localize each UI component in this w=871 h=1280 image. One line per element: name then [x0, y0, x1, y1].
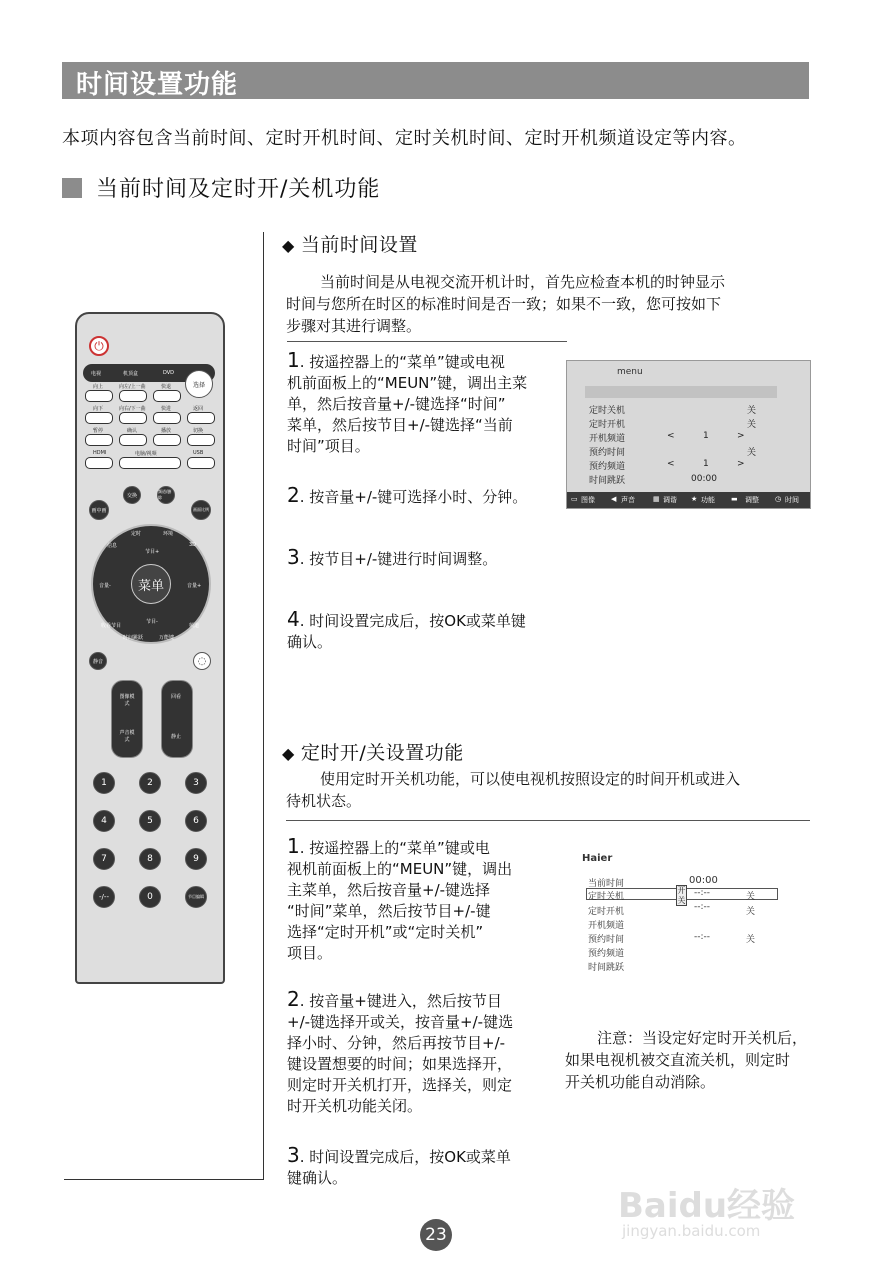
- menu-value: --:--: [694, 902, 711, 912]
- menu-row: 预约时间: [589, 448, 626, 458]
- digit-button: 2: [139, 772, 161, 794]
- digit-button: 7: [93, 848, 115, 870]
- timer-step-1: 1. 按遥控器上的“菜单”键或电 视机前面板上的“MEUN”键，调出 主菜单，然后按音量+/-键选择 “时间”菜单，然后按节目+/-键 选择“定时开机”或“定时关机” 项目。: [287, 834, 513, 962]
- chevron-left-icon: <: [667, 459, 675, 469]
- up-button: [85, 390, 113, 402]
- speaker-icon: ◀: [611, 495, 617, 503]
- pause-button: [85, 434, 113, 446]
- digit-button: 5: [139, 810, 161, 832]
- switch-button: [187, 434, 215, 446]
- digit-button: 8: [139, 848, 161, 870]
- menu-row: 时间跳跃: [588, 963, 625, 973]
- on-off-option: 开 关: [677, 886, 686, 905]
- menu-row: 预约频道: [588, 949, 625, 959]
- timer-paragraph: 使用定时开关机功能，可以使电视机按照设定的时间开机或进入 待机状态。: [286, 770, 741, 810]
- divider-line: [287, 341, 567, 342]
- rewind-button: [153, 390, 181, 402]
- pip-button: 画中画: [89, 500, 109, 520]
- subsection-timer-title: ◆ 定时开/关设置功能: [282, 742, 464, 764]
- menu-value: 关: [746, 892, 756, 902]
- hdmi-button: [85, 457, 113, 469]
- menu-highlight-bar: [585, 386, 777, 398]
- power-icon: ⏻: [89, 336, 109, 356]
- right-next-button: [119, 412, 147, 424]
- digit-button: 4: [93, 810, 115, 832]
- menu-row: 时间跳跃: [589, 476, 626, 486]
- tv-time-menu: [566, 360, 811, 509]
- menu-value: --:--: [694, 932, 711, 942]
- ok-button: [119, 434, 147, 446]
- pc-video-button: [119, 457, 181, 469]
- menu-value: --:--: [694, 888, 711, 898]
- remote-control: ⏻ 电视 机顶盒 DVD 选择 向上 向左/上一曲 快退 向下 向右/下一曲 快进 返回 暂停 确认 播放 切换 HDMI 电脑/视频 USB 交换 频道/删除 画中画 画面比例 信息 定时 环境 3D 节目+ 节目- 音量- 音量+ 收看节目 时间跳跃 万能键 频道 菜单 静音 ◌ 图像模式 声音模式 回看 静止 1 2 3 4 5 6 7 8 9 -/-- 0 节目编辑: [75, 312, 225, 984]
- brand-logo: Haier: [582, 853, 613, 864]
- digit-button: 6: [185, 810, 207, 832]
- digit-button: 0: [139, 886, 161, 908]
- clock-icon: ◷: [775, 495, 782, 503]
- baidu-watermark-url: jingyan.baidu.com: [622, 1222, 761, 1240]
- mode-bar: 电视 机顶盒 DVD: [83, 364, 215, 382]
- menu-footer: ▭ 图像 ◀ 声音 ▦ 调谐 ★ 功能 ▬ 调整 ◷ 时间: [567, 492, 810, 508]
- timer-step-2: 2. 按音量+键进入，然后按节目 +/-键选择开或关，按音量+/-键选 择小时、分钟，然后再按节目+/- 键设置想要的时间；如果选择开， 则定时开关机打开，选择关，则定 时开关机功能关闭。: [287, 987, 514, 1115]
- page-title: 时间设置功能: [76, 70, 239, 100]
- tv-timer-menu: [586, 874, 786, 974]
- play-button: [153, 434, 181, 446]
- mode-rocker: 图像模式 声音模式: [111, 680, 143, 758]
- menu-value: 关: [746, 935, 756, 945]
- adjust-icon: ▬: [731, 495, 738, 503]
- page-title-bar: [62, 62, 809, 99]
- step-4: 4. 时间设置完成后，按OK或菜单键 确认。: [287, 607, 526, 651]
- swap-button: 交换: [123, 486, 141, 504]
- diamond-icon: ◆: [282, 744, 295, 763]
- mute-button: 静音: [89, 652, 107, 670]
- menu-value: 关: [746, 907, 756, 917]
- section-marker: [62, 178, 82, 198]
- digit-button: 3: [185, 772, 207, 794]
- menu-row: 预约时间: [588, 935, 625, 945]
- digit-button: 1: [93, 772, 115, 794]
- menu-value: 1: [703, 431, 709, 441]
- step-2: 2. 按音量+/-键可选择小时、分钟。: [287, 483, 528, 507]
- digit-button: 9: [185, 848, 207, 870]
- replay-rocker: 回看 静止: [161, 680, 193, 758]
- menu-row: 定时关机: [589, 406, 626, 416]
- down-button: [85, 412, 113, 424]
- menu-value: 1: [703, 459, 709, 469]
- menu-value: 关: [747, 406, 757, 416]
- menu-row: 定时开机: [589, 420, 626, 430]
- page-number: 23: [420, 1219, 452, 1251]
- step-3: 3. 按节目+/-键进行时间调整。: [287, 545, 498, 569]
- section-title: 当前时间及定时开/关机功能: [96, 177, 381, 202]
- menu-row: 定时开机: [588, 907, 625, 917]
- timer-step-3: 3. 时间设置完成后，按OK或菜单 键确认。: [287, 1143, 511, 1187]
- chevron-left-icon: <: [667, 431, 675, 441]
- menu-row: 开机频道: [589, 434, 626, 444]
- star-icon: ★: [691, 495, 698, 503]
- divider-line: [286, 820, 810, 821]
- menu-row: 当前时间: [588, 879, 625, 889]
- current-time-paragraph: 当前时间是从电视交流开机计时，首先应检查本机的时钟显示 时间与您所在时区的标准时间是否一致；如果不一致，您可按如下 步骤对其进行调整。: [286, 273, 726, 335]
- subsection-current-time-title: ◆ 当前时间设置: [282, 234, 418, 256]
- frame-vertical-line: [263, 232, 264, 1180]
- menu-value: 00:00: [689, 875, 718, 886]
- fast-forward-button: [153, 412, 181, 424]
- select-button: 选择: [185, 370, 213, 398]
- dash-button: -/--: [93, 886, 115, 908]
- program-edit-button: 节目编辑: [185, 886, 207, 908]
- aspect-ratio-button: 画面比例: [191, 500, 211, 520]
- left-prev-button: [119, 390, 147, 402]
- menu-value: 关: [747, 420, 757, 430]
- menu-header: menu: [617, 367, 643, 377]
- frame-bottom-line: [64, 1179, 264, 1180]
- menu-value: 00:00: [691, 474, 717, 484]
- menu-row: 定时关机: [588, 892, 625, 902]
- step-1: 1. 按遥控器上的“菜单”键或电视 机前面板上的“MEUN”键，调出主菜 单，然后按音量+/-键选择“时间” 菜单，然后按节目+/-键选择“当前 时间”项目。: [287, 348, 528, 455]
- diamond-icon: ◆: [282, 236, 295, 255]
- menu-row: 预约频道: [589, 462, 626, 472]
- channel-delete-button: 频道/删除: [157, 486, 175, 504]
- picture-icon: ▭: [571, 495, 578, 503]
- chevron-right-icon: >: [737, 459, 745, 469]
- menu-row: 开机频道: [588, 921, 625, 931]
- baidu-watermark-logo: Baidu经验: [618, 1186, 796, 1226]
- tuning-icon: ▦: [653, 495, 660, 503]
- chevron-right-icon: >: [737, 431, 745, 441]
- timer-note: 注意：当设定好定时开关机后， 如果电视机被交直流关机，则定时 开关机功能自动消除。: [565, 1029, 808, 1091]
- intro-text: 本项内容包含当前时间、定时开机时间、定时关机时间、定时开机频道设定等内容。: [62, 128, 747, 149]
- menu-value: 关: [747, 448, 757, 458]
- return-button: [187, 412, 215, 424]
- navigation-ring: 信息 定时 环境 3D 节目+ 节目- 音量- 音量+ 收看节目 时间跳跃 万能键 频道 菜单: [91, 524, 211, 644]
- usb-button: [187, 457, 215, 469]
- menu-button: 菜单: [131, 564, 171, 604]
- lightbulb-icon: ◌: [193, 652, 211, 670]
